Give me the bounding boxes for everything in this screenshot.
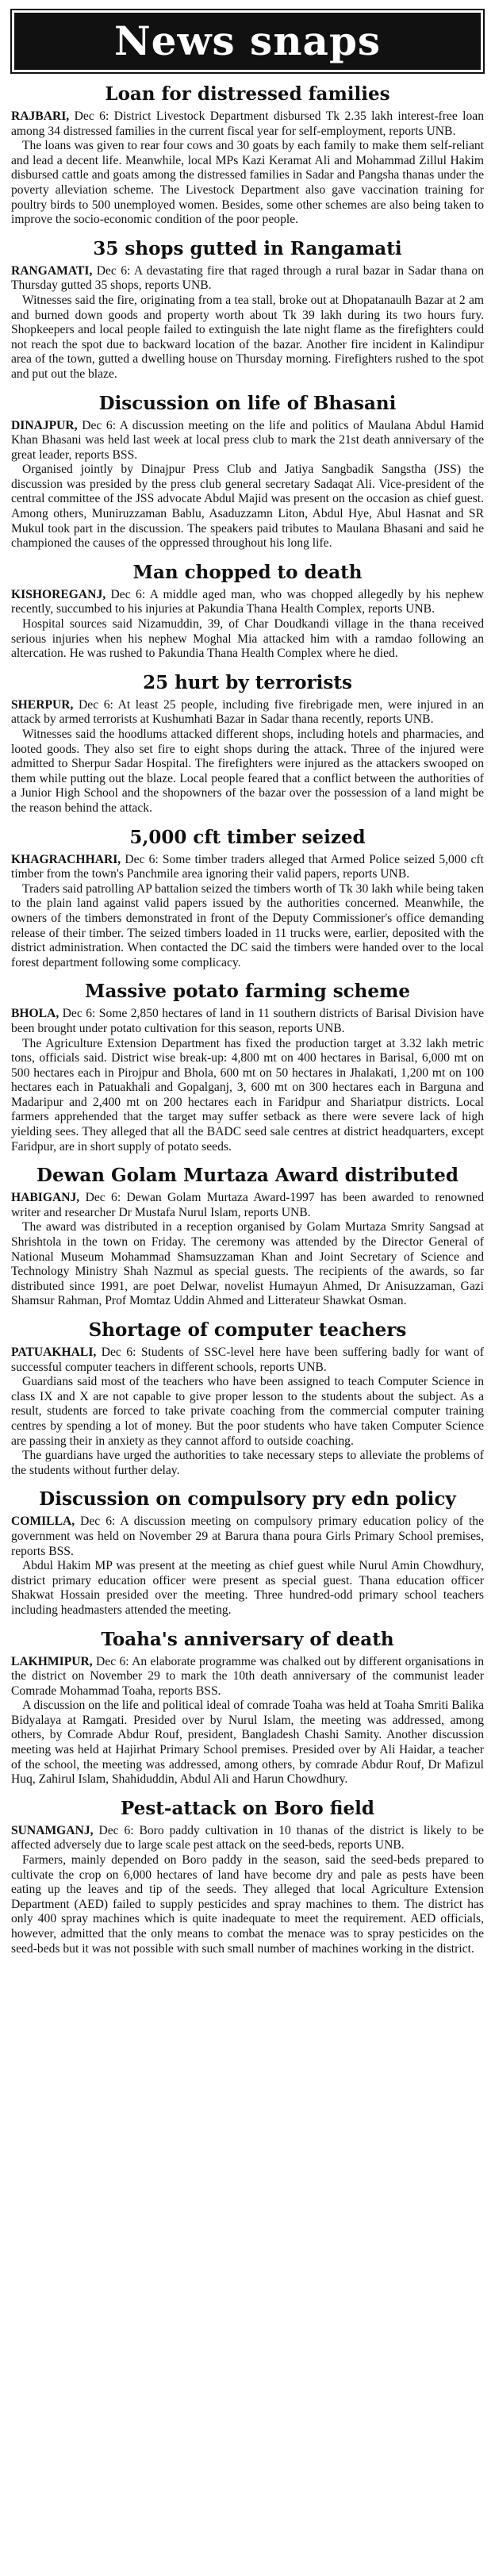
story-paragraph xyxy=(11,853,484,882)
story-text: Dec 6: Students of SSC-level here have been suffering badly for want of successful computer teachers in different schools, reports UNB. xyxy=(11,1346,484,1374)
story-paragraph xyxy=(11,588,484,617)
story-headline: Massive potato farming scheme xyxy=(84,981,410,1003)
story-paragraph xyxy=(11,727,484,816)
story-text: Dec 6: An elaborate programme was chalked out by different organisations in the district on November 29 to mark the 10th death anniversary of the communist leader Comrade Mohammad Toaha, reports BSS. xyxy=(11,1654,484,1698)
story-paragraph xyxy=(11,698,484,727)
story-paragraph xyxy=(11,139,484,228)
story-paragraph xyxy=(11,1375,484,1449)
story-text: Farmers, mainly depended on Boro paddy in the season, said the seed-beds prepared to cultivate the crop on 6,000 hectares of land have become dry and pale as pests have been eating up the leaves and tip of the seeds. They alleged that local Agriculture Extension Department (AED) failed to supply pesticides and spray machines to them. The district has only 400 spray machines which is quite inadequate to meet the requirement. AED officials, however, admitted that the only means to combat the menace was to spray pesticides on the seed-beds but it was not possible with such small number of machines working in the district. xyxy=(11,1853,484,1956)
news-story xyxy=(11,1799,484,1956)
story-dateline: HABIGANJ, xyxy=(11,1191,80,1205)
story-paragraph xyxy=(11,1699,484,1787)
story-headline: Man chopped to death xyxy=(132,561,363,583)
story-text: Abdul Hakim MP was present at the meeting as chief guest while Nurul Amin Chowdhury, district primary education officer were present as special guest. Thana education officer Shakwat Hossain presided over the meeting. Three hundred-odd primary school teachers including headmasters attended the meeting. xyxy=(11,1559,484,1617)
story-headline: Pest-attack on Boro field xyxy=(121,1797,374,1819)
news-story xyxy=(11,239,484,382)
story-text: The loans was given to rear four cows and 30 goats by each family to make them self-reliant and lead a decent life. Meanwhile, local MPs Kazi Keramat Ali and Mohammad Zillul Hakim disbursed cattle and goats among the distressed families in Sadar and Pangsha thanas under the poverty alleviation scheme. The Livestock Department also gave vaccination training for poultry birds to 500 unemployed women. Besides, some other schemes are also being taken to improve the socio-economic condition of the poor people. xyxy=(11,139,484,227)
story-paragraph xyxy=(11,294,484,382)
story-paragraph xyxy=(11,264,484,294)
story-paragraph xyxy=(11,1515,484,1559)
story-text: Dec 6: Dewan Golam Murtaza Award-1997 has been awarded to renowned writer and researcher Dr Mustafa Nurul Islam, reports UNB. xyxy=(11,1191,484,1219)
story-dateline: SUNAMGANJ, xyxy=(11,1823,94,1837)
story-paragraph xyxy=(11,1037,484,1155)
story-headline: Discussion on life of Bhasani xyxy=(98,392,397,414)
story-text: Organised jointly by Dinajpur Press Club and Jatiya Sangbadik Sangstha (JSS) the discussion was presided by the press club general secretary Sadaqat Ali. Vice-president of the central committee of the JSS advocate Abdul Majid was present on the occasion as chief guest. Among others, Muniruzzaman Bablu, Asaduzzamn Liton, Abdul Hye, Abul Hasnat and SR Mukul took part in the discussion. The speakers paid tributes to Maulana Bhasani and said he championed the causes of the oppressed throughout his long life. xyxy=(11,463,484,551)
story-text: Dec 6: At least 25 people, including five firebrigade men, were injured in an attack by armed terrorists at Kushumhati Bazar in Sadar thana recently, reports UNB. xyxy=(11,697,484,727)
news-story xyxy=(11,84,484,228)
story-paragraph xyxy=(11,1220,484,1309)
story-paragraph xyxy=(11,1853,484,1956)
story-dateline: RAJBARI, xyxy=(11,109,70,123)
story-paragraph xyxy=(11,109,484,139)
story-text: Witnesses said the hoodlums attacked different shops, including hotels and pharmacies, and looted goods. They also set fire to eight shops during the attack. Three of the injured were admitted to Sherpur Sadar Hospital. The firefighters were injured as the attackers swooped on them while putting out the blaze. Local people feared that a conflict between the authorities of a Junior High School and the shopowners of the bazar over the possession of a land might be the reason behind the attack. xyxy=(11,727,484,815)
story-text: Traders said patrolling AP battalion seized the timbers worth of Tk 30 lakh while being taken to the plain land against valid papers issued by the authorities concerned. Meanwhile, the owners of the timbers demonstrated in front of the Deputy Commissioner's office demanding release of their timber. The seized timbers loaded in 11 trucks were, earlier, deposited with the district administration. When contacted the DC said the timbers were handed over to the local forest department following some complicacy. xyxy=(11,881,484,969)
story-text: The guardians have urged the authorities to take necessary steps to alleviate the problems of the students without further delay. xyxy=(11,1449,484,1477)
story-paragraph xyxy=(11,882,484,971)
story-headline: Toaha's anniversary of death xyxy=(101,1628,394,1650)
story-text: Dec 6: Some 2,850 hectares of land in 11 southern districts of Barisal Division have been brought under potato cultivation for this season, reports UNB. xyxy=(11,1007,484,1035)
news-story xyxy=(11,562,484,662)
story-text: Guardians said most of the teachers who have been assigned to teach Computer Science in class IX and X are not capable to give proper lesson to the students about the subject. As a result, students are forced to take private coaching from the commercial computer training centres by spending a lot of money. But the poor students who have taken Computer Science are passing their in anxiety as they cannot afford to outside coaching. xyxy=(11,1375,484,1448)
story-paragraph xyxy=(11,1191,484,1220)
story-text: Witnesses said the fire, originating from a tea stall, broke out at Dhopatanaulh Bazar at 2 am and burned down goods and property worth about Tk 39 lakh during its two hours fury. Shopkeepers and local people failed to extinguish the late night flame as the firefighters could not reach the spot due to backward location of the bazar. Another fire incident in Kalindipur area of the town, gutted a dwelling house on Thursday morning. Firefighters rushed to the spot and put out the blaze. xyxy=(11,293,484,381)
story-dateline: DINAJPUR, xyxy=(11,418,78,432)
story-text: Dec 6: A discussion meeting on the life and politics of Maulana Abdul Hamid Khan Bhasani was held last week at local press club to mark the 21st death anniversary of the great leader, reports BSS. xyxy=(11,418,484,462)
news-story xyxy=(11,827,484,971)
story-paragraph xyxy=(11,1346,484,1375)
news-story xyxy=(11,1165,484,1309)
story-headline: 5,000 cft timber seized xyxy=(129,826,366,848)
story-paragraph xyxy=(11,419,484,463)
story-paragraph xyxy=(11,1824,484,1853)
stories-column xyxy=(11,84,484,1956)
news-story xyxy=(11,673,484,816)
story-text: The Agriculture Extension Department has fixed the production target at 3.32 lakh metric tons, officials said. District wise break-up: 4,800 mt on 400 hectares in Barisal, 6,000 mt on 500 hectares each in Pirojpur and Bhola, 600 mt on 50 hectares in Jhalakati, 1,200 mt on 100 hectares each in Patuakhali and Gopalganj, 3, 600 mt on 300 hectares each in Barguna and Madaripur and 2,400 mt on 200 hectares each in Faridpur and Shariatpur districts. Local farmers apprehended that the target may suffer setback as there were severe lack of high yielding sees. They alleged that all the BADC seed sale centres at district headquarters, except Faridpur, are in short supply of potato seeds. xyxy=(11,1036,484,1154)
story-dateline: BHOLA, xyxy=(11,1007,59,1021)
news-story xyxy=(11,1630,484,1787)
masthead xyxy=(14,13,481,70)
story-text: Dec 6: District Livestock Department disbursed Tk 2.35 lakh interest-free loan among 34 distressed families in the current fiscal year for self-employment, reports UNB. xyxy=(11,109,484,138)
story-headline: Discussion on compulsory pry edn policy xyxy=(39,1488,456,1511)
story-text: A discussion on the life and political ideal of comrade Toaha was held at Toaha Smriti Balika Bidyalaya at Ramgati. Presided over by Nurul Islam, the meeting was addressed, among others, by Comrade Abdur Rouf, president, Bangladesh Chashi Samity. Another discussion meeting was held at Hajirhat Primary School premises. Presided over by Ali Haidar, a teacher of the school, the meeting was addressed, among others, by comrade Abdur Rouf, Dr Mafizul Huq, Zahirul Islam, Shahiduddin, Abdul Ali and Harun Chowdhury. xyxy=(11,1699,484,1787)
news-story xyxy=(11,981,484,1154)
story-text: Dec 6: A middle aged man, who was chopped allegedly by his nephew recently, succumbed to his injuries at Pakundia Thana Health Complex, reports UNB. xyxy=(11,587,484,616)
story-paragraph xyxy=(11,617,484,662)
story-headline: Shortage of computer teachers xyxy=(88,1319,407,1341)
news-story xyxy=(11,394,484,551)
story-text: Dec 6: Some timber traders alleged that Armed Police seized 5,000 cft timber from the town's Panchmile area ignoring their valid papers, reports UNB. xyxy=(11,852,484,881)
news-story xyxy=(11,1320,484,1478)
story-paragraph xyxy=(11,1449,484,1478)
story-dateline: SHERPUR, xyxy=(11,697,74,712)
story-dateline: RANGAMATI, xyxy=(11,263,93,278)
story-dateline: LAKHMIPUR, xyxy=(11,1654,93,1668)
story-headline: 25 hurt by terrorists xyxy=(143,671,352,693)
story-paragraph xyxy=(11,1007,484,1036)
news-story xyxy=(11,1489,484,1618)
story-dateline: KISHOREGANJ, xyxy=(11,587,106,601)
story-paragraph xyxy=(11,1655,484,1699)
story-headline: Loan for distressed families xyxy=(105,83,390,105)
story-text: Hospital sources said Nizamuddin, 39, of Char Doudkandi village in the thana received serious injuries when his nephew Moghal Mia attacked him with a ramdao following an altercation. He was rushed to Pakundia Thana Health Complex where he died. xyxy=(11,617,484,661)
story-paragraph xyxy=(11,463,484,551)
story-text: The award was distributed in a reception organised by Golam Murtaza Smrity Sangsad at Shrishtola in the town on Friday. The ceremony was attended by the Director General of National Museum Mohammad Shamsuzzaman Khan and Joint Secretary of Science and Technology Ministry Shah Nazmul as special guests. The recipients of the awards, so far distributed since 1991, are poet Delwar, novelist Humayun Ahmed, Dr Anisuzzaman, Gazi Shamsur Rahman, Prof Momtaz Uddin Ahmed and Litterateur Shawkat Osman. xyxy=(11,1220,484,1308)
story-dateline: COMILLA, xyxy=(11,1515,75,1529)
story-text: Dec 6: Boro paddy cultivation in 10 thanas of the district is likely to be affected adversely due to large scale pest attack on the seed-beds, reports UNB. xyxy=(11,1823,484,1852)
story-dateline: PATUAKHALI, xyxy=(11,1346,97,1359)
story-text: Dec 6: A devastating fire that raged through a rural bazar in Sadar thana on Thursday gutted 35 shops, reports UNB. xyxy=(11,263,484,293)
story-headline: 35 shops gutted in Rangamati xyxy=(93,237,402,259)
story-dateline: KHAGRACHHARI, xyxy=(11,852,121,866)
story-headline: Dewan Golam Murtaza Award distributed xyxy=(36,1165,459,1187)
masthead-title: News snaps xyxy=(113,17,382,64)
story-paragraph xyxy=(11,1559,484,1618)
story-text: Dec 6: A discussion meeting on compulsory primary education policy of the government was held on November 29 at Barura thana poura Girls Primary School premises, reports BSS. xyxy=(11,1515,484,1558)
